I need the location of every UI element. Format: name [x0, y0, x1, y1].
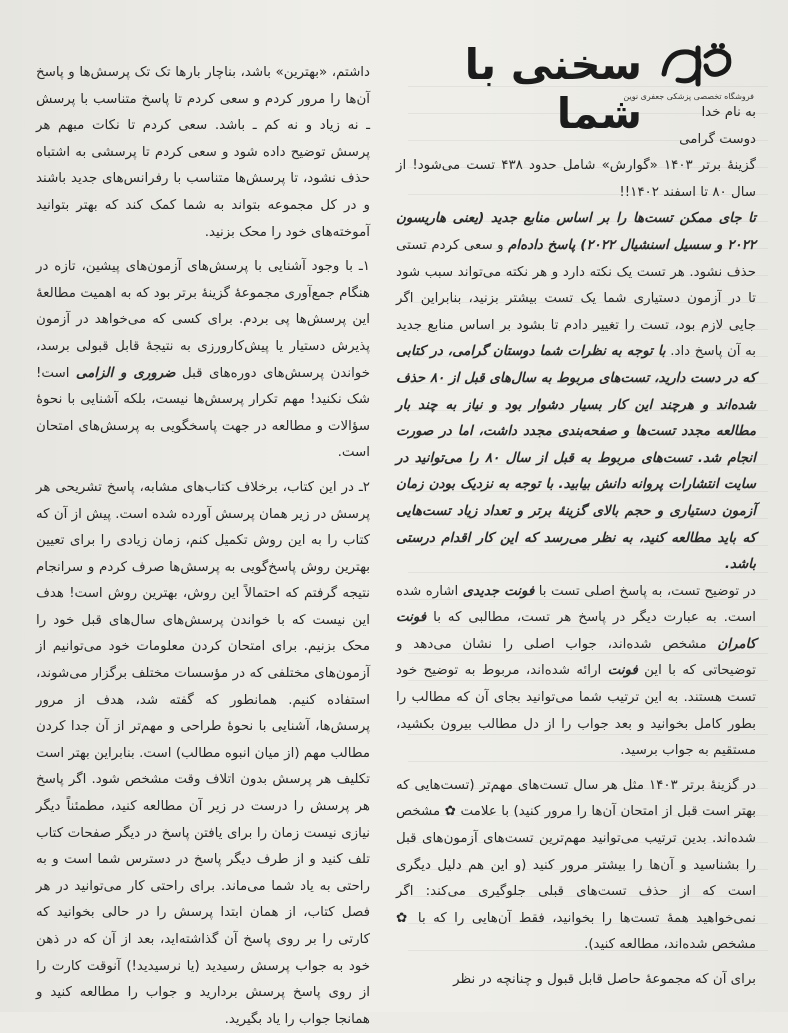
text: ارائه شده‌اند، مربوط به توضیح خود تست هستند. به این ترتیب شما می‌توانید بجای آن که مطالب را بطور کامل بخوانید و بعد جواب را از دل مطالب بیرون بکشید، مستقیم به جواب برسید. [396, 663, 756, 759]
text: اشاره شده است. به عبارت دیگر در پاسخ هر تست، مطالبی که با [396, 583, 756, 626]
page-title: سخنی با شما [464, 40, 642, 138]
paragraph: در گزینهٔ برتر ۱۴۰۳ مثل هر سال تست‌های مهم‌تر (تست‌هایی که بهتر است قبل از امتحان آن‌ها را مرور کنید) با علامت ✿ مشخص شده‌اند. بدین ترتیب می‌توانید مهم‌ترین تست‌های آزمون‌های قبل را بشناسید و آن‌ها را بیشتر مرور کنید (و این هم دلیل دیگری است که از حذف تست‌های قبلی جلوگیری می‌کند: اگر نمی‌خواهید همهٔ تست‌ها را بخوانید، فقط آن‌هایی را که با ✿ مشخص شده‌اند، مطالعه کنید). [396, 777, 757, 953]
right-column [396, 100, 756, 994]
paragraph [396, 206, 756, 578]
text: ۱ـ با وجود آشنایی با پرسش‌های آزمون‌های پیشین، تازه در هنگام جمع‌آوری مجموعهٔ گزینهٔ برتر بود که به اهمیت مطالعهٔ این پرسش‌ها پی بردم. برای کسی که می‌خواهد در آزمون پذیرش دستیار یا پیش‌کارورزی به نتیجهٔ قابل قبولی برسد، خواندن پرسش‌های دوره‌های قبل [36, 259, 370, 381]
paragraph: برای آن که مجموعهٔ حاصل قابل قبول و چنانچه در نظر [453, 972, 756, 987]
text: و سعی کردم تستی حذف نشود. هر تست یک نکته دارد و هر نکته می‌تواند سبب شود تا در آزمون دستیاری شما یک تست بیشتر بزنید، بنابراین اگر جایی لازم بود، تست را تغییر دادم تا بشود بر اساس منابع جدید به آن پاسخ داد. [396, 237, 756, 360]
font-sample: فونت جدیدی [462, 583, 535, 599]
font-sample: فونت [607, 663, 638, 679]
bold-text: ضروری و الزامی [75, 365, 176, 381]
bold-text: با توجه به نظرات شما دوستان گرامی، در کتابی که در دست دارید، تست‌های مربوط به سال‌های قبل از ۸۰ حذف شده‌اند و هرچند این کار بسیار دشوار بود و نیاز به چند بار مطالعه مجدد تست‌ها و صفحه‌بندی مجدد داشت، اما در صورت انجام شد. تست‌های مربوط به قبل از سال ۸۰ را می‌توانید در سایت انتشارات پروانه دانش بیابید. با توجه به نزدیک بودن زمان آزمون دستیاری و حجم بالای گزینهٔ برتر و تعداد زیاد تست‌هایی که باید مطالعه کنید، به نظر می‌رسد که این کار اقدام درستی باشد. [396, 344, 756, 573]
paragraph: دوست گرامی [679, 131, 756, 147]
paragraph: داشتم، «بهترین» باشد، بناچار بارها تک تک پرسش‌ها و پاسخ آن‌ها را مرور کردم و سعی کردم تا پاسخ متناسب با پرسش ـ نه زیاد و نه کم ـ باشد. سعی کردم تا نکات مبهم هر پرسش توضیح داده شود و سعی کردم تا پرسشی به اشتباه حذف نشود، تا پرسش‌ها متناسب با رفرانس‌های جدید باشند و در کل مجموعه بتواند به شما کمک کند که بهتر بتوانید آموخته‌های خود را محک بزنید. [36, 65, 370, 240]
text: در توضیح تست، به پاسخ اصلی تست با [534, 583, 757, 599]
logo-mark-icon [658, 40, 736, 90]
font-sample: فونت کامران [396, 610, 756, 652]
bold-text: تا جای ممکن تست‌ها را بر اساس منابع جدید (یعنی هاریسون ۲۰۲۲ و سسیل اسنشیال ۲۰۲۲) پاسخ داده‌ام [396, 211, 756, 253]
left-column [36, 60, 370, 1033]
paragraph [396, 579, 756, 765]
text: مشخص شده‌اند، جواب اصلی را نشان می‌دهد و توضیحاتی که با این [396, 636, 756, 679]
logo-caption: فروشگاه تخصصی پزشکی جعفری نوین [623, 92, 754, 101]
paragraph [36, 254, 370, 467]
paragraph: گزینهٔ برتر ۱۴۰۳ «گوارش» شامل حدود ۴۳۸ تست می‌شود! از سال ۸۰ تا اسفند ۱۴۰۲!! [396, 158, 756, 200]
paragraph: ۲ـ در این کتاب، برخلاف کتاب‌های مشابه، پاسخ تشریحی هر پرسش در زیر همان پرسش آورده شده است. پیش از آن که کتاب را به این روش تکمیل کنم، زمان زیادی را برای تعیین بهترین روش پاسخ‌گویی به پرسش‌ها صرف کردم و سرانجام نتیجه گرفتم که احتمالاً این روش، بهترین روش است! هدف این نیست که با خواندن پرسش‌های سال‌های قبل خود را محک بزنیم. برای امتحان کردن معلومات خود می‌توانیم از آزمون‌های مختلفی که در مؤسسات مختلف برگزار می‌شوند، استفاده کنیم. همانطور که گفته شد، هدف از مرور پرسش‌ها، آشنایی با نحوهٔ طراحی و مهم‌تر از آن جدا کردن مطالب مهم (از میان انبوه مطالب) است. بنابراین بهتر است تکلیف هر پرسش بدون اتلاف وقت مشخص شود. اگر پاسخ هر پرسش را درست در زیر آن مطالعه کنید، مطمئناً دیگر نیازی نیست زمان را برای یافتن پاسخ در دیگر صفحات کتاب تلف کنید و از طرف دیگر پاسخ در دسترس شما است و به راحتی به یاد شما می‌ماند. برای راحتی کار می‌توانید در هر فصل کتاب، از همان ابتدا پرسش را در حالی بخوانید که کارتی را بر روی پاسخ آن گذاشته‌اید، بعد از آن که در ذهن خود به جواب پرسش رسیدید (یا نرسیدید!) آنوقت کارت را از روی پاسخ پرسش بردارید و جواب را مطالعه کنید و همانجا جواب را یاد بگیرید. [36, 479, 370, 1027]
paragraph: به نام خدا [701, 105, 756, 120]
text: است! شک نکنید! مهم تکرار پرسش‌ها نیست، بلکه آشنایی با نحوهٔ سؤالات و مطالعه در جهت پاسخگویی به پرسش‌های امتحان است. [36, 365, 370, 461]
